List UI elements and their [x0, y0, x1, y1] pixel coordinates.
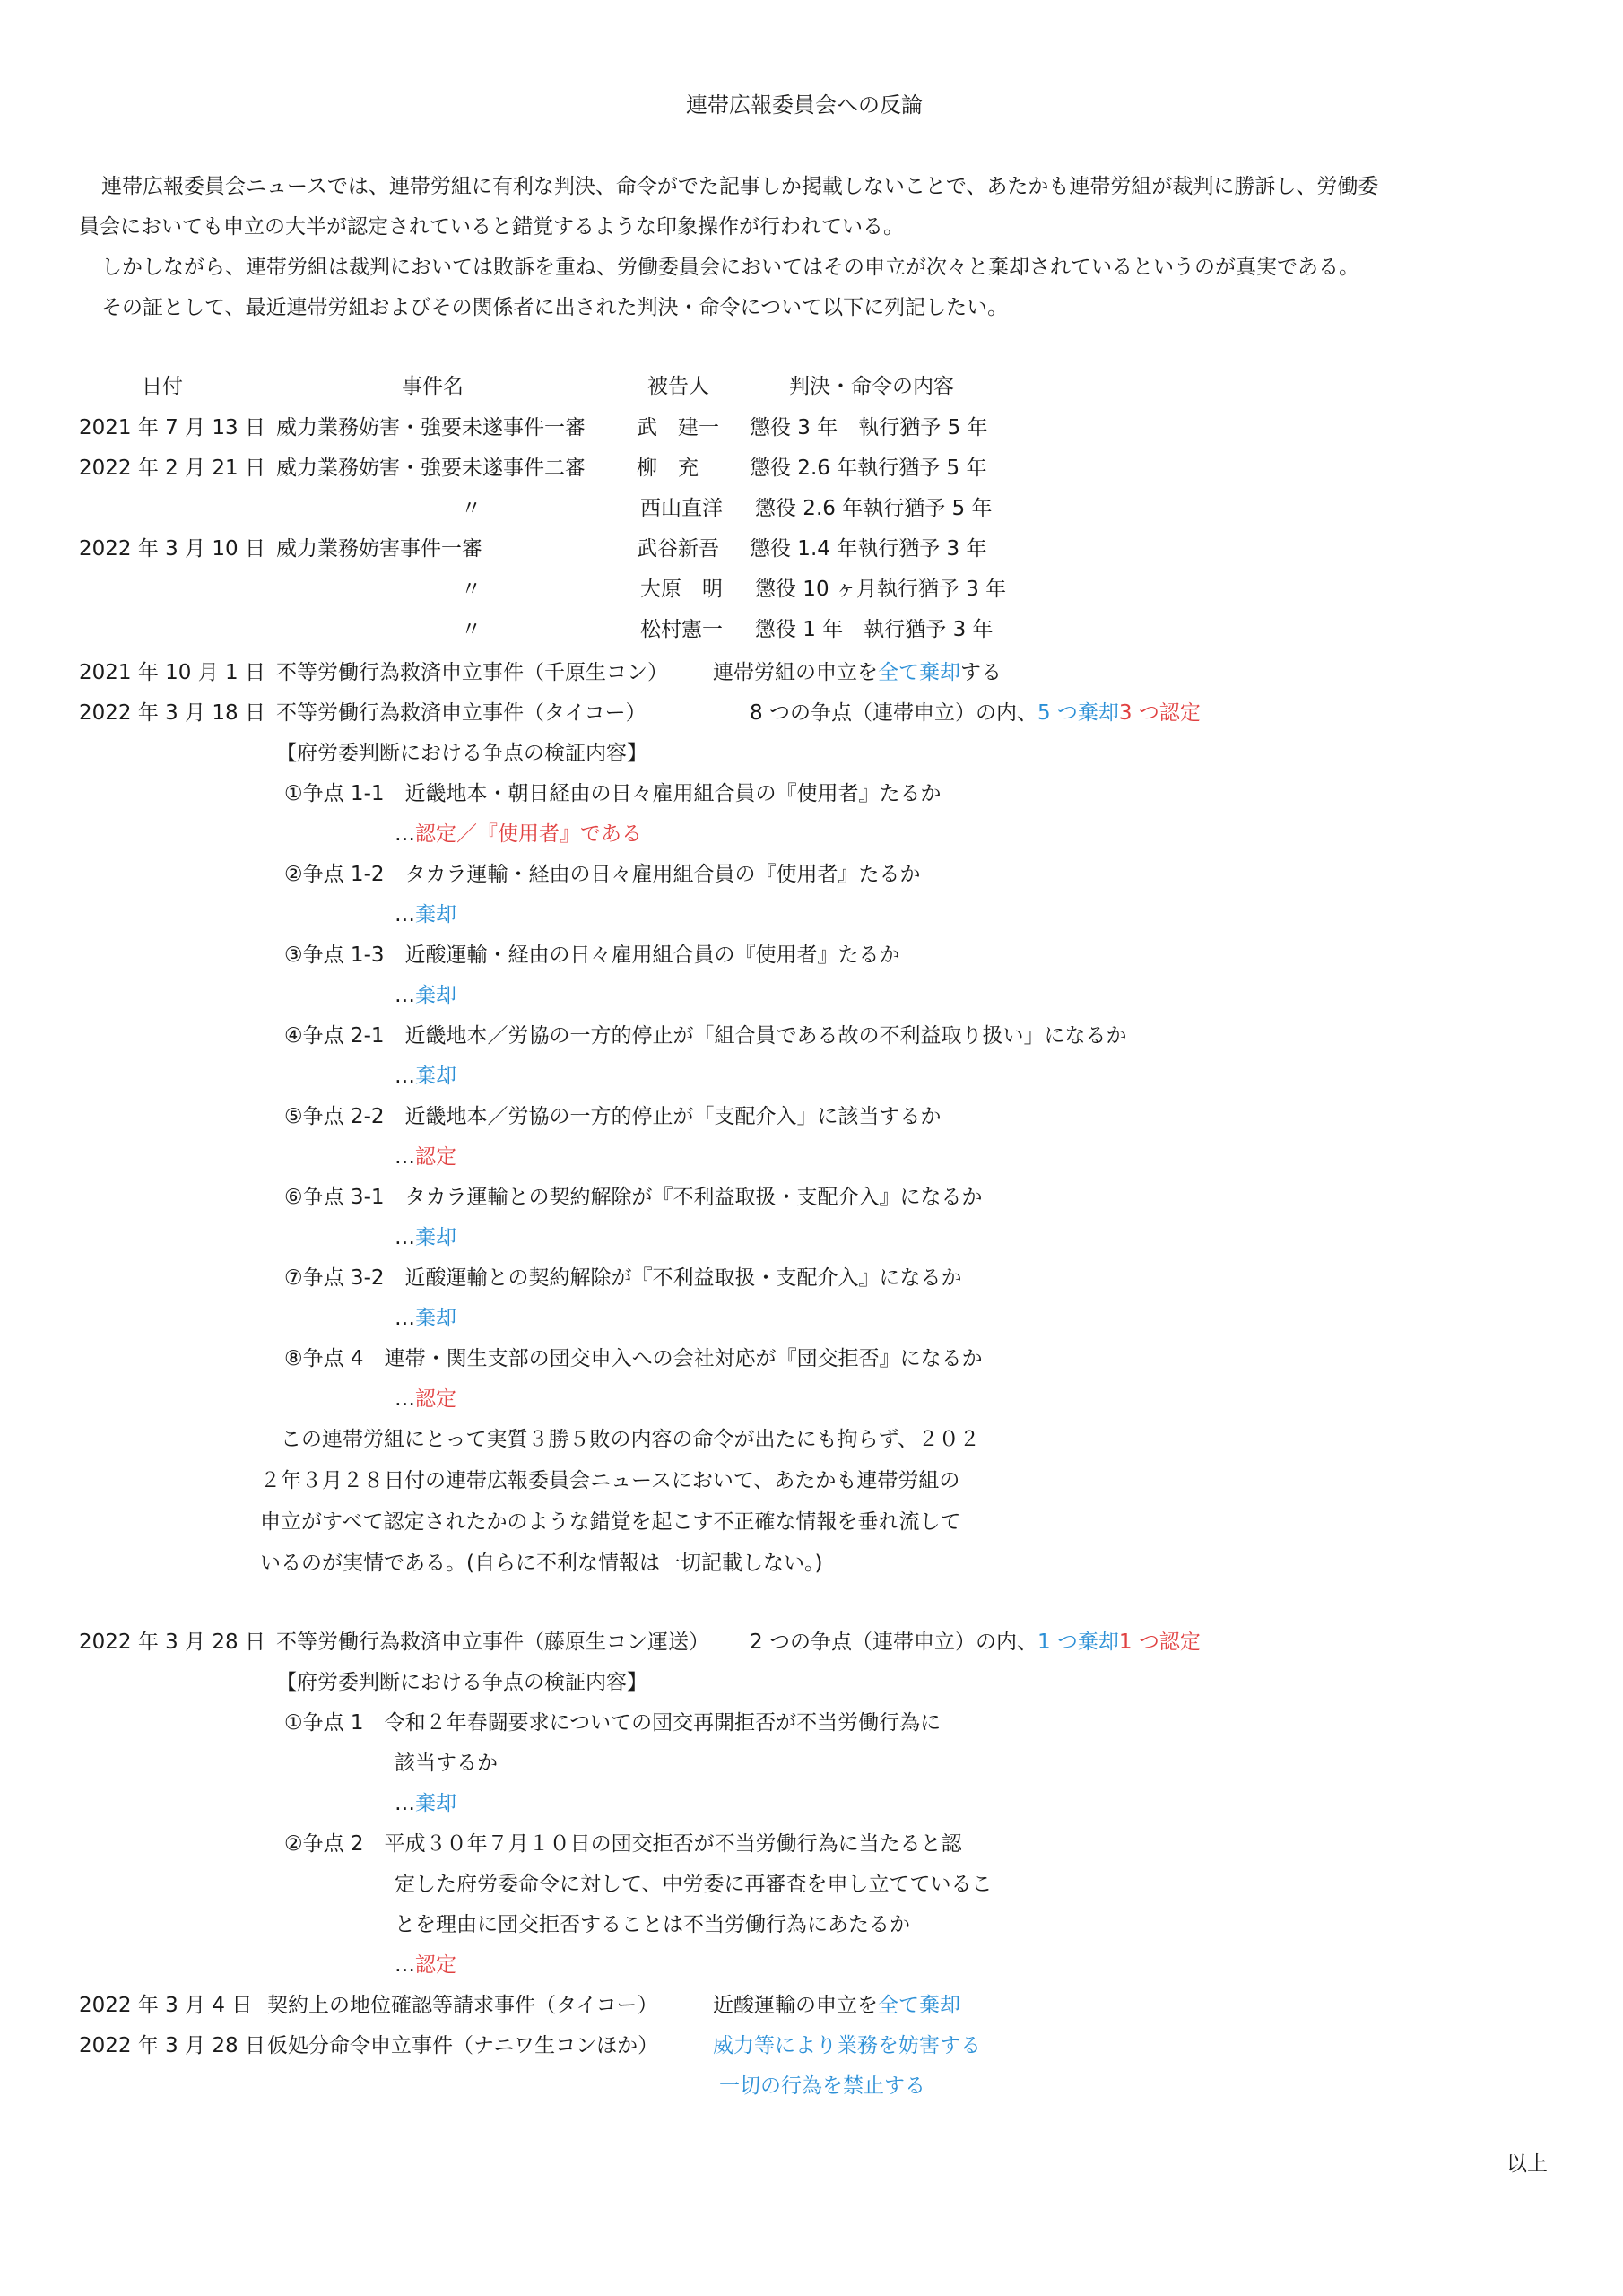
case-name: 威力業務妨害事件一審 [276, 537, 482, 561]
case-date: 2021 年 7 月 13 日 [79, 416, 265, 439]
approved-count-label: 1 つ認定 [1118, 1631, 1201, 1654]
issue-result: …棄却 [395, 1307, 456, 1330]
issue-text: ⑧争点 4 連帯・関生支部の団交申入への会社対応が『団交拒否』になるか [284, 1347, 983, 1370]
summary-line: ２年３月２８日付の連帯広報委員会ニュースにおいて、あたかも連帯労組の [260, 1469, 960, 1492]
issue-result: …認定 [395, 1387, 456, 1411]
case-name: 威力業務妨害・強要未遂事件一審 [276, 416, 586, 439]
summary-line: この連帯労組にとって実質３勝５敗の内容の命令が出たにも拘らず、２０２ [281, 1428, 980, 1451]
intro-paragraph-1: 連帯広報委員会ニュースでは、連帯労組に有利な判決、命令がでた記事しか掲載しないことで、あたかも連帯労組が裁判に勝訴し、労働委 [101, 175, 1379, 198]
issue-text: ④争点 2-1 近畿地本／労協の一方的停止が「組合員である故の不利益取り扱い」になるか [284, 1024, 1127, 1048]
labor3-result: 2 つの争点（連帯申立）の内、1 つ棄却1 つ認定 [750, 1631, 1201, 1654]
labor1-result: 連帯労組の申立を全て棄却する [713, 661, 1002, 684]
case-date: 2022 年 3 月 10 日 [79, 537, 265, 561]
issue-result: …認定 [395, 1953, 456, 1977]
dismissed-all-label: 全て棄却 [878, 661, 960, 684]
case-defendant: 西山直洋 [640, 497, 723, 520]
intro-paragraph-1-cont: 員会においても申立の大半が認定されていると錯覚するような印象操作が行われている。 [79, 215, 904, 239]
case-defendant: 武 建一 [637, 416, 719, 439]
header-date: 日付 [142, 375, 183, 398]
labor3-case: 不等労働行為救済申立事件（藤原生コン運送） [276, 1631, 709, 1654]
issue-result: …棄却 [395, 1065, 456, 1088]
case-content: 懲役 10 ヶ月執行猶予 3 年 [755, 578, 1007, 601]
case-content: 懲役 2.6 年執行猶予 5 年 [755, 497, 993, 520]
closing-mark: 以上 [1506, 2152, 1548, 2176]
civil1-date: 2022 年 3 月 4 日 [79, 1994, 253, 2017]
header-defendant: 被告人 [647, 375, 709, 398]
case-name: 〃 [461, 618, 482, 641]
case-defendant: 柳 充 [637, 457, 699, 480]
case-content: 懲役 1 年 執行猶予 3 年 [755, 618, 994, 641]
dismissed-count-label: 5 つ棄却 [1037, 701, 1119, 725]
issue-text: ③争点 1-3 近酸運輸・経由の日々雇用組合員の『使用者』たるか [284, 944, 900, 967]
labor3-date: 2022 年 3 月 28 日 [79, 1631, 265, 1654]
summary-line: 申立がすべて認定されたかのような錯覚を起こす不正確な情報を垂れ流して [260, 1510, 961, 1534]
issue-text: ⑤争点 2-2 近畿地本／労協の一方的停止が「支配介入」に該当するか [284, 1105, 942, 1128]
labor2-result: 8 つの争点（連帯申立）の内、5 つ棄却3 つ認定 [750, 701, 1201, 725]
issue-text: ②争点 2 平成３０年７月１０日の団交拒否が不当労働行為に当たると認 [284, 1832, 962, 1856]
civil2-result-line2: 一切の行為を禁止する [719, 2074, 925, 2098]
issue-text: ①争点 1 令和２年春闘要求についての団交再開拒否が不当労働行為に [284, 1711, 942, 1735]
issue-result: …棄却 [395, 1792, 456, 1815]
case-content: 懲役 1.4 年執行猶予 3 年 [750, 537, 987, 561]
issue-text: ⑥争点 3-1 タカラ運輸との契約解除が『不利益取扱・支配介入』になるか [284, 1186, 983, 1209]
intro-paragraph-2: しかしながら、連帯労組は裁判においては敗訴を重ね、労働委員会においてはその申立が次々と棄却されているというのが真実である。 [101, 256, 1359, 279]
dismissed-all-label: 全て棄却 [878, 1994, 960, 2017]
case-name: 〃 [461, 578, 482, 601]
case-defendant: 松村憲一 [640, 618, 723, 641]
civil1-result: 近酸運輸の申立を全て棄却 [713, 1994, 960, 2017]
civil2-date: 2022 年 3 月 28 日 [79, 2034, 265, 2057]
header-content: 判決・命令の内容 [789, 375, 954, 398]
header-case: 事件名 [402, 375, 464, 398]
intro-paragraph-3: その証として、最近連帯労組およびその関係者に出された判決・命令について以下に列記したい。 [101, 296, 1009, 319]
issue-result: …棄却 [395, 984, 456, 1007]
issue-text-cont: とを理由に団交拒否することは不当労働行為にあたるか [395, 1913, 910, 1936]
case-defendant: 武谷新吾 [637, 537, 719, 561]
summary-line: いるのが実情である。(自らに不利な情報は一切記載しない。) [260, 1552, 823, 1575]
civil2-result-line1: 威力等により業務を妨害する [713, 2034, 981, 2057]
labor2-case: 不等労働行為救済申立事件（タイコー） [276, 701, 647, 725]
issue-text: ②争点 1-2 タカラ運輸・経由の日々雇用組合員の『使用者』たるか [284, 863, 921, 886]
page-title: 連帯広報委員会への反論 [686, 92, 923, 117]
case-defendant: 大原 明 [640, 578, 723, 601]
issue-text: ①争点 1-1 近畿地本・朝日経由の日々雇用組合員の『使用者』たるか [284, 782, 942, 805]
case-name: 威力業務妨害・強要未遂事件二審 [276, 457, 586, 480]
labor2-date: 2022 年 3 月 18 日 [79, 701, 265, 725]
issue-text-cont: 定した府労委命令に対して、中労委に再審査を申し立てているこ [395, 1873, 993, 1896]
case-content: 懲役 2.6 年執行猶予 5 年 [750, 457, 987, 480]
dismissed-count-label: 1 つ棄却 [1037, 1631, 1119, 1654]
issue-result: …棄却 [395, 1226, 456, 1249]
issue-text: ⑦争点 3-2 近酸運輸との契約解除が『不利益取扱・支配介入』になるか [284, 1266, 962, 1290]
labor1-case: 不等労働行為救済申立事件（千原生コン） [276, 661, 668, 684]
case-content: 懲役 3 年 執行猶予 5 年 [750, 416, 988, 439]
civil1-case: 契約上の地位確認等請求事件（タイコー） [267, 1994, 658, 2017]
approved-count-label: 3 つ認定 [1118, 701, 1201, 725]
issue-result: …認定／『使用者』である [395, 822, 642, 846]
labor1-date: 2021 年 10 月 1 日 [79, 661, 265, 684]
issue-result: …認定 [395, 1145, 456, 1169]
civil2-case: 仮処分命令申立事件（ナニワ生コンほか） [267, 2034, 659, 2057]
labor3-section-header: 【府労委判断における争点の検証内容】 [276, 1671, 647, 1694]
case-name: 〃 [461, 497, 482, 520]
labor2-section-header: 【府労委判断における争点の検証内容】 [276, 742, 647, 765]
case-date: 2022 年 2 月 21 日 [79, 457, 265, 480]
issue-text-cont: 該当するか [395, 1752, 498, 1775]
issue-result: …棄却 [395, 903, 456, 926]
